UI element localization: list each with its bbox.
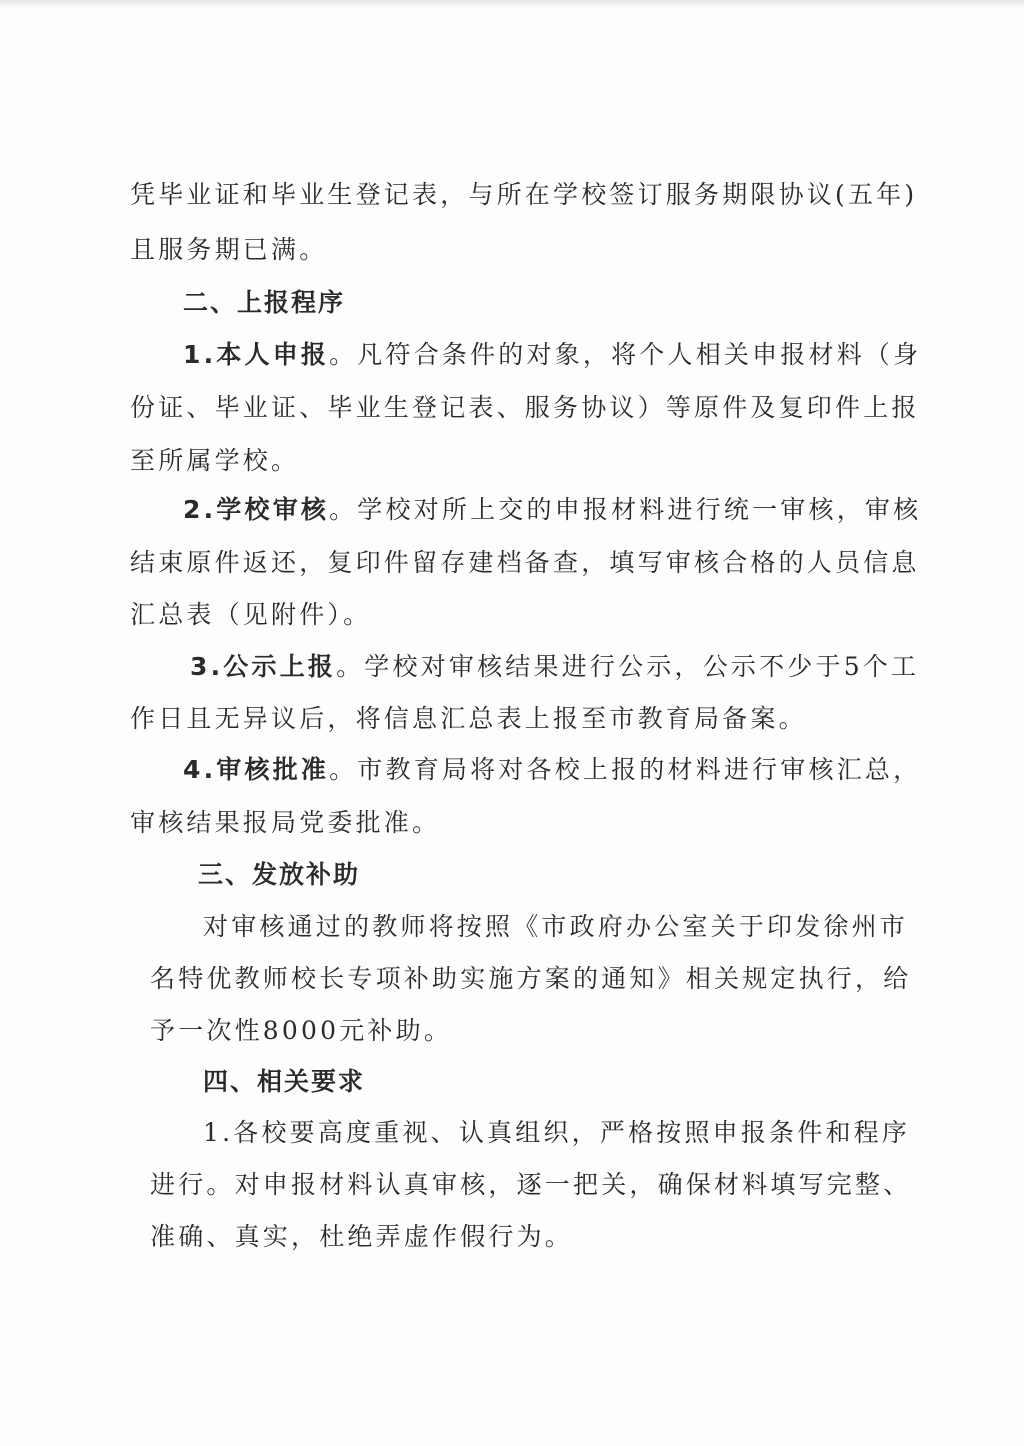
text-line: 凭毕业证和毕业生登记表，与所在学校签订服务期限协议(五年)	[130, 180, 918, 209]
text-line: 且服务期已满。	[130, 235, 328, 264]
text-line: 名特优教师校长专项补助实施方案的通知》相关规定执行，给	[150, 964, 912, 993]
text-line	[183, 755, 921, 785]
text-line: 对审核通过的教师将按照《市政府办公室关于印发徐州市	[203, 912, 909, 941]
text-line: 1.各校要高度重视、认真组织，严格按照申报条件和程序	[203, 1118, 911, 1147]
item-text: 。学校对所上交的申报材料进行统一审核，审核	[329, 495, 922, 524]
text-line: 至所属学校。	[130, 446, 300, 475]
section-heading: 四、相关要求	[203, 1067, 366, 1096]
text-line: 审核结果报局党委批准。	[130, 808, 441, 837]
item-lead: 2.学校审核	[183, 495, 330, 524]
scan-edge	[0, 0, 1024, 8]
text-line: 汇总表（见附件）。	[130, 600, 372, 629]
text-line	[183, 495, 921, 525]
text-line: 份证、毕业证、毕业生登记表、服务协议）等原件及复印件上报	[130, 393, 920, 422]
text-line: 进行。对申报材料认真审核，逐一把关，确保材料填写完整、	[150, 1170, 912, 1199]
item-lead: 4.审核批准	[183, 755, 330, 784]
item-lead: 3.公示上报	[190, 652, 337, 681]
item-text: 。凡符合条件的对象，将个人相关申报材料（身	[329, 340, 922, 369]
item-text: 。市教育局将对各校上报的材料进行审核汇总，	[329, 755, 922, 784]
section-heading: 三、发放补助	[198, 860, 361, 889]
text-line: 予一次性8000元补助。	[150, 1016, 453, 1045]
item-lead: 1.本人申报	[183, 340, 330, 369]
item-text: 。学校对审核结果进行公示，公示不少于5个工	[336, 652, 920, 681]
text-line: 结束原件返还，复印件留存建档备查，填写审核合格的人员信息	[130, 548, 920, 577]
text-line: 作日且无异议后，将信息汇总表上报至市教育局备案。	[130, 704, 807, 733]
text-line	[183, 340, 921, 370]
text-line: 准确、真实，杜绝弄虚作假行为。	[150, 1222, 574, 1251]
text-line	[190, 652, 919, 682]
section-heading: 二、上报程序	[183, 288, 346, 317]
